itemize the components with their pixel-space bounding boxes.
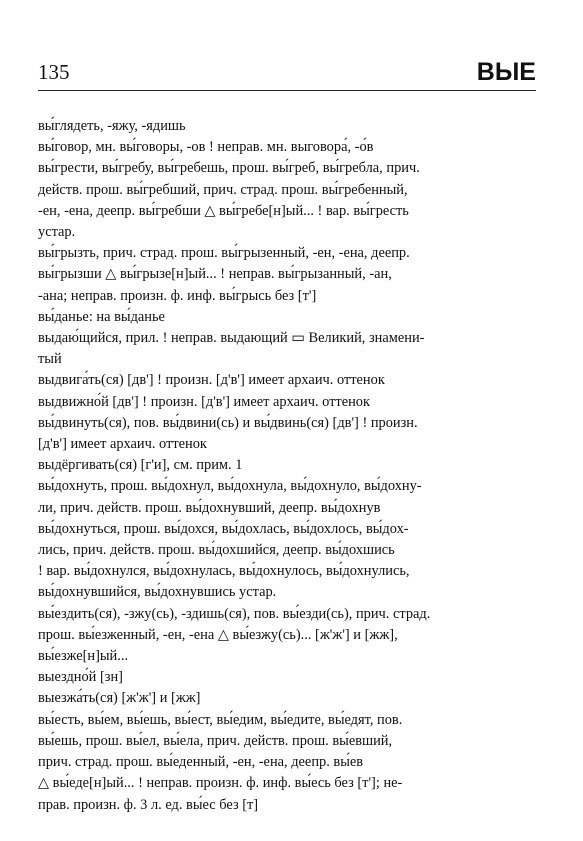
entry-line: -ана; неправ. произн. ф. инф. вы́грысь без [т'] <box>38 287 317 304</box>
dictionary-entry <box>38 307 536 328</box>
dictionary-entry <box>38 328 536 370</box>
dictionary-entry <box>38 158 536 243</box>
dictionary-entry <box>38 710 536 816</box>
entry-line: лись, прич. действ. прош. вы́дохшийся, деепр. вы́дохшись <box>38 542 395 559</box>
entry-line: прош. вы́езженный, -ен, -ена △ вы́езжу(сь)... [ж'ж'] и [жж], <box>38 626 398 643</box>
entry-line: выездно́й [зн] <box>38 669 123 686</box>
entry-line: △ вы́еде[н]ый... ! неправ. произн. ф. инф. вы́есь без [т']; не- <box>38 775 403 792</box>
entry-line: вы́глядеть, -яжу, -ядишь <box>38 118 186 134</box>
entry-line: вы́дохнуть, прош. вы́дохнул, вы́дохнула, вы́дохнуло, вы́дохну- <box>38 478 422 495</box>
entry-line: вы́грести, вы́гребу, вы́гребешь, прош. вы́греб, вы́гребла, прич. <box>38 160 420 177</box>
dictionary-entries <box>38 116 536 816</box>
entry-line: тый <box>38 351 62 368</box>
entry-line: выдвижно́й [дв'] ! произн. [д'в'] имеет архаич. оттенок <box>38 393 370 410</box>
entry-line: вы́говор, мн. вы́говоры, -ов ! неправ. мн. выговора́, -о́в <box>38 139 374 156</box>
entry-line: вы́ездить(ся), -зжу(сь), -здишь(ся), пов. вы́езди(сь), прич. страд. <box>38 605 431 622</box>
entry-line: вы́грызши △ вы́грызе[н]ый... ! неправ. вы́грызанный, -ан, <box>38 266 392 283</box>
dictionary-entry <box>38 413 536 455</box>
entry-line: прав. произн. ф. 3 л. ед. вы́ес без [т] <box>38 796 259 813</box>
dictionary-entry <box>38 455 536 476</box>
entry-line: вы́данье: на вы́данье <box>38 308 165 325</box>
dictionary-entry <box>38 137 536 158</box>
dictionary-entry <box>38 604 536 668</box>
entry-line: выдаю́щийся, прил. ! неправ. выдающий ▭ Великий, знамени- <box>38 330 425 347</box>
entry-line: вы́грызть, прич. страд. прош. вы́грызенный, -ен, -ена, деепр. <box>38 245 410 262</box>
dictionary-entry <box>38 370 536 391</box>
entry-line: выдвига́ть(ся) [дв'] ! произн. [д'в'] имеет архаич. оттенок <box>38 372 385 389</box>
entry-line: вы́езже[н]ый... <box>38 648 129 665</box>
entry-line: устар. <box>38 224 76 241</box>
page-number: 135 <box>38 60 70 84</box>
dictionary-entry <box>38 667 536 688</box>
dictionary-entry <box>38 243 536 307</box>
entry-line: -ен, -ена, деепр. вы́гребши △ вы́гребе[н]ый... ! вар. вы́гресть <box>38 202 409 219</box>
page-header <box>38 58 536 91</box>
entry-line: вы́дохнуться, прош. вы́дохся, вы́дохлась, вы́дохлось, вы́дох- <box>38 520 409 537</box>
entry-line: [д'в'] имеет архаич. оттенок <box>38 436 207 453</box>
entry-line: вы́дохнувшийся, вы́дохнувшись устар. <box>38 584 277 601</box>
entry-line: вы́двинуть(ся), пов. вы́двини(сь) и вы́двинь(ся) [дв'] ! произн. <box>38 414 418 431</box>
dictionary-entry <box>38 519 536 604</box>
entry-line: выезжа́ть(ся) [ж'ж'] и [жж] <box>38 690 201 707</box>
dictionary-entry <box>38 392 536 413</box>
dictionary-entry <box>38 476 536 518</box>
entry-line: прич. страд. прош. вы́еденный, -ен, -ена, деепр. вы́ев <box>38 754 364 771</box>
dictionary-entry <box>38 116 536 137</box>
entry-line: вы́есть, вы́ем, вы́ешь, вы́ест, вы́едим, вы́едите, вы́едят, пов. <box>38 711 403 728</box>
dictionary-entry <box>38 688 536 709</box>
entry-line: ! вар. вы́дохнулся, вы́дохнулась, вы́дохнулось, вы́дохнулись, <box>38 563 410 580</box>
entry-line: ли, прич. действ. прош. вы́дохнувший, деепр. вы́дохнув <box>38 499 381 516</box>
running-head: ВЫЕ <box>476 58 536 86</box>
entry-line: вы́ешь, прош. вы́ел, вы́ела, прич. действ. прош. вы́евший, <box>38 732 393 749</box>
entry-line: действ. прош. вы́гребший, прич. страд. прош. вы́гребенный, <box>38 181 408 198</box>
entry-line: выдёргивать(ся) [г'и], см. прим. 1 <box>38 457 243 474</box>
